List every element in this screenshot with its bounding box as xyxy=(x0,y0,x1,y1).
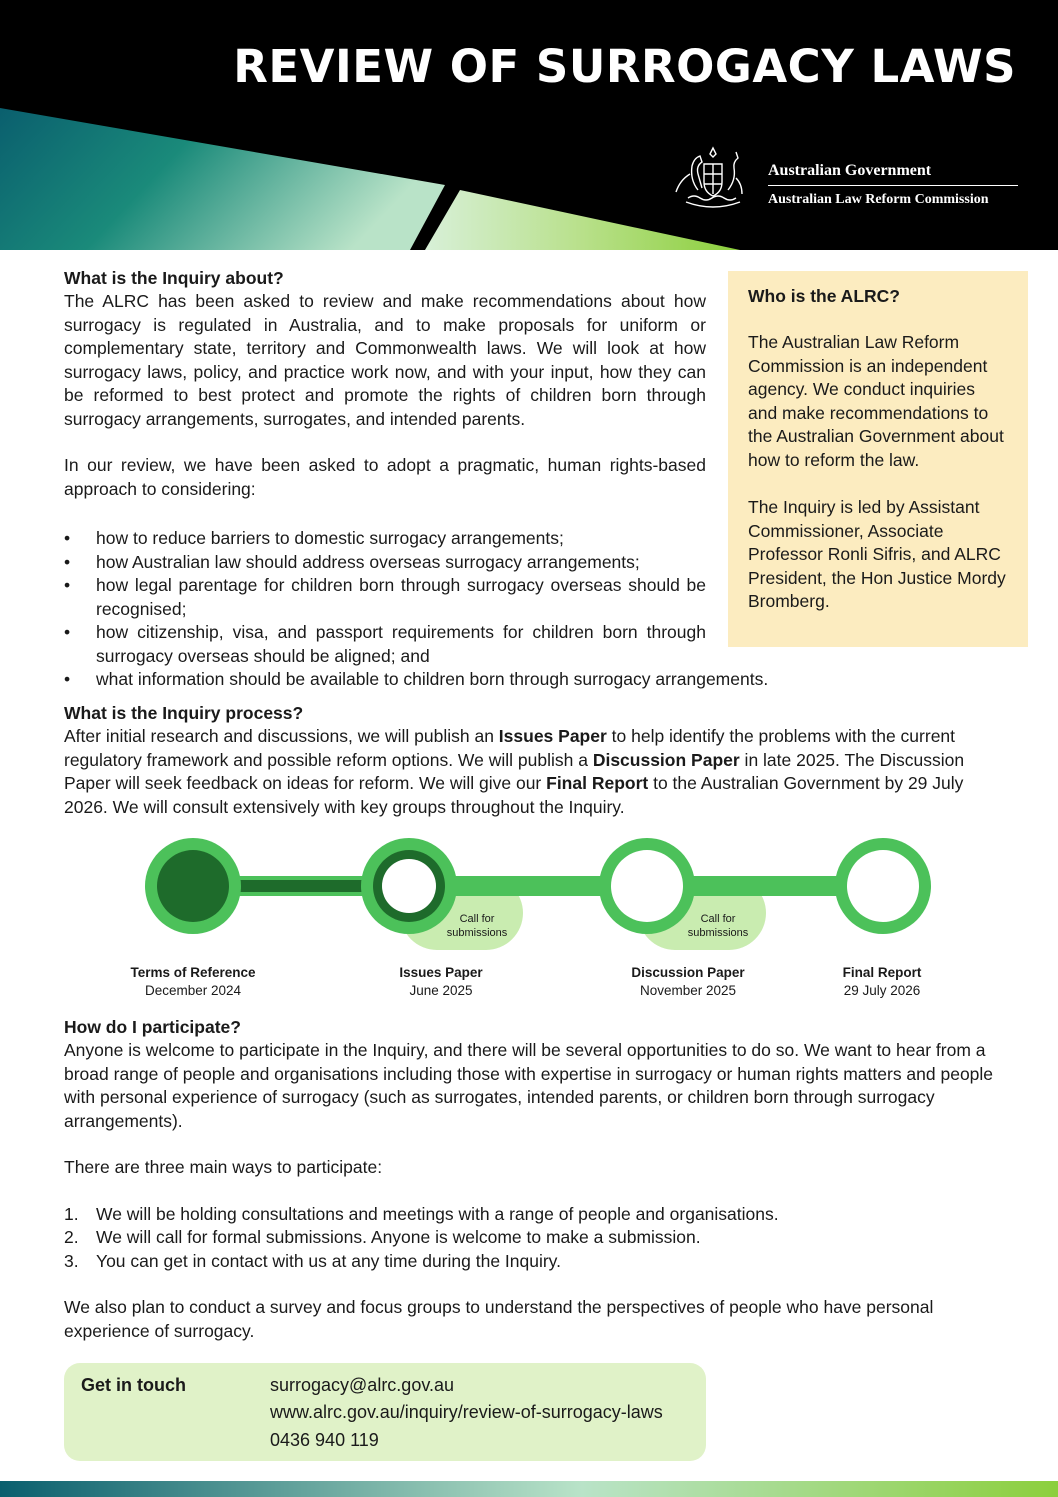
government-logo xyxy=(668,144,1028,214)
final-report-emphasis: Final Report xyxy=(546,773,649,793)
stage-date: December 2024 xyxy=(144,983,242,998)
list-item xyxy=(64,1203,994,1227)
stage-label xyxy=(103,964,283,1000)
discussion-paper-emphasis: Discussion Paper xyxy=(592,749,740,770)
timeline-graphic xyxy=(100,830,980,960)
header-banner xyxy=(0,0,1058,250)
stage-date: June 2025 xyxy=(409,983,473,998)
stage-title: Discussion Paper xyxy=(631,965,745,980)
logo-divider xyxy=(768,185,1018,186)
call-label-line: Call for xyxy=(700,913,736,925)
stage-marker-center xyxy=(382,859,436,913)
about-section xyxy=(64,267,706,501)
participate-section xyxy=(64,1016,994,1343)
stage-marker-fill xyxy=(157,850,229,922)
contact-website-link[interactable]: www.alrc.gov.au/inquiry/review-of-surrogacy-laws xyxy=(270,1402,663,1422)
sidebar-paragraph-2: The Inquiry is led by Assistant Commissioner, Associate Professor Ronli Sifris, and ALRC President, the Hon Justice Mordy Bromberg. xyxy=(748,497,1006,611)
government-name: Australian Government xyxy=(768,162,932,179)
process-text: to the Australian Government by 29 July 2026. We will consult extensively with key groups throughout the Inquiry. xyxy=(64,773,964,817)
process-heading: What is the Inquiry process? xyxy=(64,703,304,723)
process-paragraph xyxy=(64,725,994,819)
issues-paper-emphasis: Issues Paper xyxy=(498,726,607,746)
list-item: • how citizenship, visa, and passport requirements for children born through surrogacy overseas should be aligned; and xyxy=(64,621,706,668)
sidebar-heading: Who is the ALRC? xyxy=(748,286,900,306)
process-section xyxy=(64,702,994,819)
list-number: 1. xyxy=(64,1203,79,1224)
list-item: • how legal parentage for children born through surrogacy overseas should be recognised; xyxy=(64,574,706,621)
list-number: 3. xyxy=(64,1250,79,1271)
footer-gradient-bar xyxy=(0,1481,1058,1497)
participation-ways-list xyxy=(64,1203,994,1274)
about-paragraph-2: In our review, we have been asked to adopt a pragmatic, human rights-based approach to considering: xyxy=(64,455,706,499)
call-label-line: Call for xyxy=(459,913,495,925)
list-number: 2. xyxy=(64,1227,79,1247)
coat-of-arms-icon xyxy=(668,144,758,212)
call-for-submissions-label xyxy=(678,912,758,940)
call-for-submissions-label xyxy=(437,912,517,940)
call-label-line: submissions xyxy=(687,927,749,939)
stage-marker-center xyxy=(847,850,919,922)
about-heading: What is the Inquiry about? xyxy=(64,268,284,288)
process-text: After initial research and discussions, we will publish an xyxy=(64,726,499,746)
who-is-alrc-box xyxy=(728,271,1028,647)
stage-label xyxy=(792,964,972,1000)
process-text: in late 2025. The Discussion Paper will seek feedback on ideas for reform. We will give our xyxy=(64,749,965,793)
participate-paragraph-3: We also plan to conduct a survey and focus groups to understand the perspectives of people who have personal experience of surrogacy. xyxy=(64,1297,934,1341)
list-item xyxy=(64,1226,994,1250)
stage-label xyxy=(351,964,531,1000)
list-text: We will be holding consultations and meetings with a range of people and organisations. xyxy=(96,1203,779,1224)
stage-marker-center xyxy=(611,850,683,922)
call-label-line: submissions xyxy=(446,927,508,939)
contact-phone[interactable]: 0436 940 119 xyxy=(270,1430,379,1450)
contact-label: Get in touch xyxy=(81,1375,186,1395)
list-item: • how Australian law should address overseas surrogacy arrangements; xyxy=(64,551,706,575)
sidebar-paragraph-1: The Australian Law Reform Commission is an independent agency. We conduct inquiries and make recommendations to the Australian Government about how to reform the law. xyxy=(748,332,1004,470)
process-text: to help identify the problems with the current regulatory framework and possible reform options. We will publish a xyxy=(64,726,956,770)
list-item: • what information should be available to children born through surrogacy arrangements. xyxy=(64,668,964,692)
participate-heading: How do I participate? xyxy=(64,1017,241,1037)
page-title: REVIEW OF SURROGACY LAWS xyxy=(233,40,1016,93)
inquiry-timeline xyxy=(100,830,980,1010)
stage-date: 29 July 2026 xyxy=(843,983,921,998)
contact-email-link[interactable]: surrogacy@alrc.gov.au xyxy=(270,1375,455,1395)
participate-paragraph-1: Anyone is welcome to participate in the Inquiry, and there will be several opportunities to do so. We want to hear from a broad range of people and organisations including those with expertise in surrogacy or human rights matters and people with personal experience of surrogacy (such as surrogates, intended parents, or children born through surrogacy arrangements). xyxy=(64,1040,994,1131)
list-item xyxy=(64,1250,994,1274)
list-text: We will call for formal submissions. Anyone is welcome to make a submission. xyxy=(96,1227,701,1247)
list-text: You can get in contact with us at any time during the Inquiry. xyxy=(96,1250,561,1271)
organisation-name: Australian Law Reform Commission xyxy=(768,192,989,207)
stage-label xyxy=(598,964,778,1000)
list-item: • how to reduce barriers to domestic surrogacy arrangements; xyxy=(64,527,706,551)
contact-box xyxy=(64,1363,706,1461)
considerations-list xyxy=(64,527,769,692)
stage-title: Final Report xyxy=(842,965,922,980)
stage-date: November 2025 xyxy=(639,983,737,998)
stage-title: Terms of Reference xyxy=(130,965,256,980)
about-paragraph-1: The ALRC has been asked to review and make recommendations about how surrogacy is regulated in Australia, and to make proposals for uniform or complementary state, territory and Commonwealth laws. We will look at how surrogacy laws, policy, and practice work now, and with your input, how they can be reformed to best protect and promote the rights of children born through surrogacy arrangements, surrogates, and intended parents. xyxy=(64,291,706,429)
participate-paragraph-2: There are three main ways to participate: xyxy=(64,1157,383,1177)
stage-title: Issues Paper xyxy=(399,965,483,980)
